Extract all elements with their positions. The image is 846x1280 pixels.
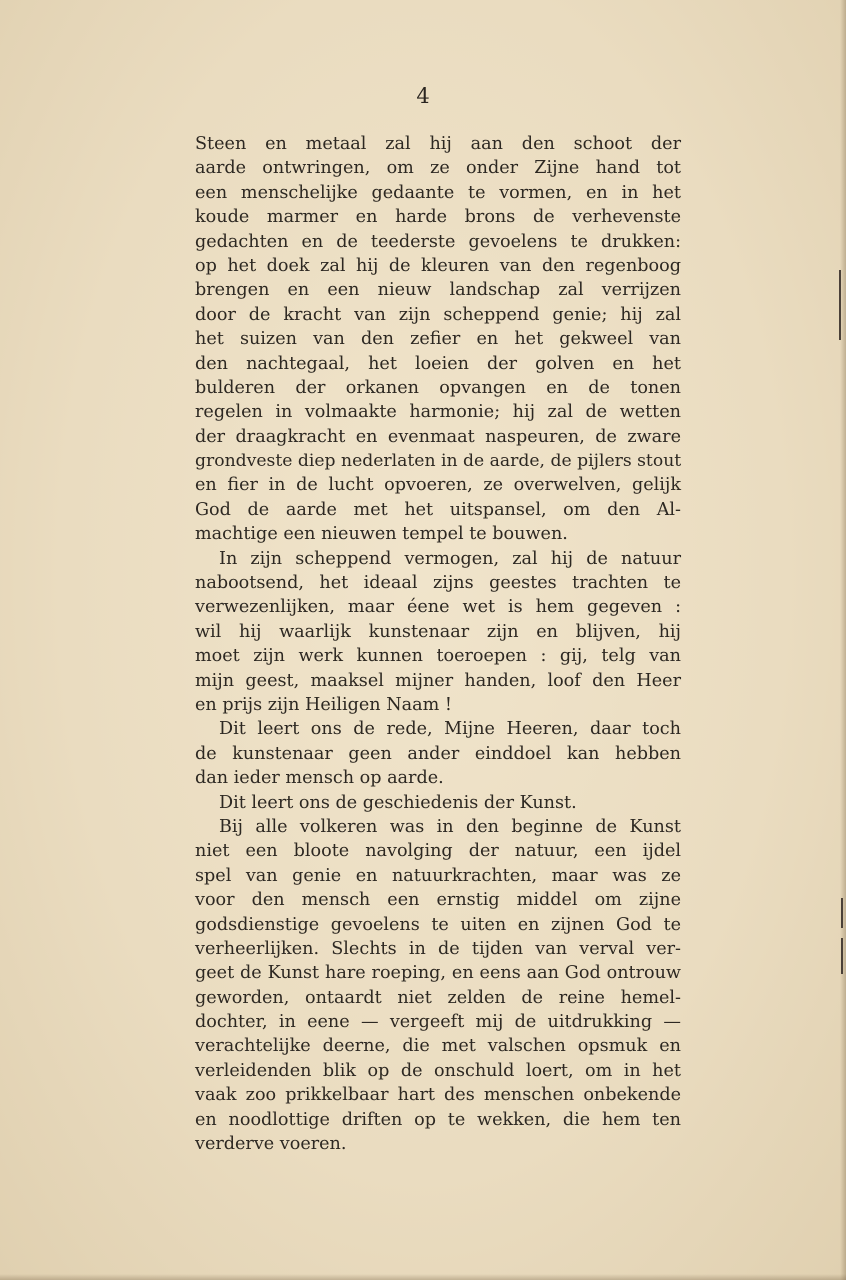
text-line: brengen en een nieuw landschap zal verrijzen [195,280,681,301]
text-line: moet zijn werk kunnen toeroepen : gij, telg van [195,646,681,667]
text-line: geworden, ontaardt niet zelden de reine hemel- [195,987,681,1008]
text-line: en fier in de lucht opvoeren, ze overwelven, gelijk [195,475,681,496]
text-line: koude marmer en harde brons de verhevenste [195,207,681,228]
page-edge-shadow [840,0,846,1280]
text-line: niet een bloote navolging der natuur, een ijdel [195,841,681,862]
text-line: God de aarde met het uitspansel, om den Al- [195,499,681,520]
text-line: regelen in volmaakte harmonie; hij zal de wetten [195,402,681,423]
text-line: den nachtegaal, het loeien der golven en het [195,353,681,374]
margin-mark [839,270,841,340]
text-line: verwezenlijken, maar éene wet is hem gegeven : [195,597,681,618]
text-line: het suizen van den zefier en het gekweel van [195,329,681,350]
text-line: gedachten en de teederste gevoelens te drukken: [195,231,681,252]
text-line: op het doek zal hij de kleuren van den regenboog [195,255,681,276]
text-line: verheerlijken. Slechts in de tijden van verval ver- [195,938,681,959]
text-line: dochter, in eene — vergeeft mij de uitdrukking — [195,1012,681,1033]
text-line: voor den mensch een ernstig middel om zijne [195,890,681,911]
margin-mark [841,938,843,974]
text-line: Bij alle volkeren was in den beginne de Kunst [219,816,681,837]
text-line: geet de Kunst hare roeping, en eens aan God ontrouw [195,963,681,984]
text-line: godsdienstige gevoelens te uiten en zijnen God te [195,914,681,935]
text-line: en prijs zijn Heiligen Naam ! [195,694,452,715]
text-line: Dit leert ons de rede, Mijne Heeren, daar toch [219,719,681,740]
text-line: vaak zoo prikkelbaar hart des menschen onbekende [195,1085,681,1106]
text-line: mijn geest, maaksel mijner handen, loof den Heer [195,670,681,691]
text-line: machtige een nieuwen tempel te bouwen. [195,524,568,545]
text-line: verderve voeren. [195,1134,347,1155]
text-line: der draagkracht en evenmaat naspeuren, de zware [195,426,681,447]
text-line: verleidenden blik op de onschuld loert, om in het [195,1060,681,1081]
text-line: dan ieder mensch op aarde. [195,768,444,789]
text-line: door de kracht van zijn scheppend genie; hij zal [195,304,681,325]
text-line: de kunstenaar geen ander einddoel kan hebben [195,743,681,764]
page-number: 4 [416,84,430,108]
body-text [195,132,681,1156]
text-line: nabootsend, het ideaal zijns geestes trachten te [195,573,681,594]
text-line: en noodlottige driften op te wekken, die hem ten [195,1109,681,1130]
text-line: In zijn scheppend vermogen, zal hij de natuur [219,548,681,569]
text-line: aarde ontwringen, om ze onder Zijne hand tot [195,158,681,179]
margin-mark [841,898,843,928]
text-line: wil hij waarlijk kunstenaar zijn en blijven, hij [195,621,681,642]
page-bottom-shadow [0,1274,846,1280]
text-line: Steen en metaal zal hij aan den schoot der [195,134,681,154]
text-line: een menschelijke gedaante te vormen, en in het [195,182,681,203]
text-line: bulderen der orkanen opvangen en de tonen [195,377,681,398]
text-line: Dit leert ons de geschiedenis der Kunst. [219,792,577,813]
text-line: grondveste diep nederlaten in de aarde, de pijlers stout [195,451,682,472]
text-line: spel van genie en natuurkrachten, maar was ze [195,865,681,886]
text-line: verachtelijke deerne, die met valschen opsmuk en [195,1036,681,1057]
